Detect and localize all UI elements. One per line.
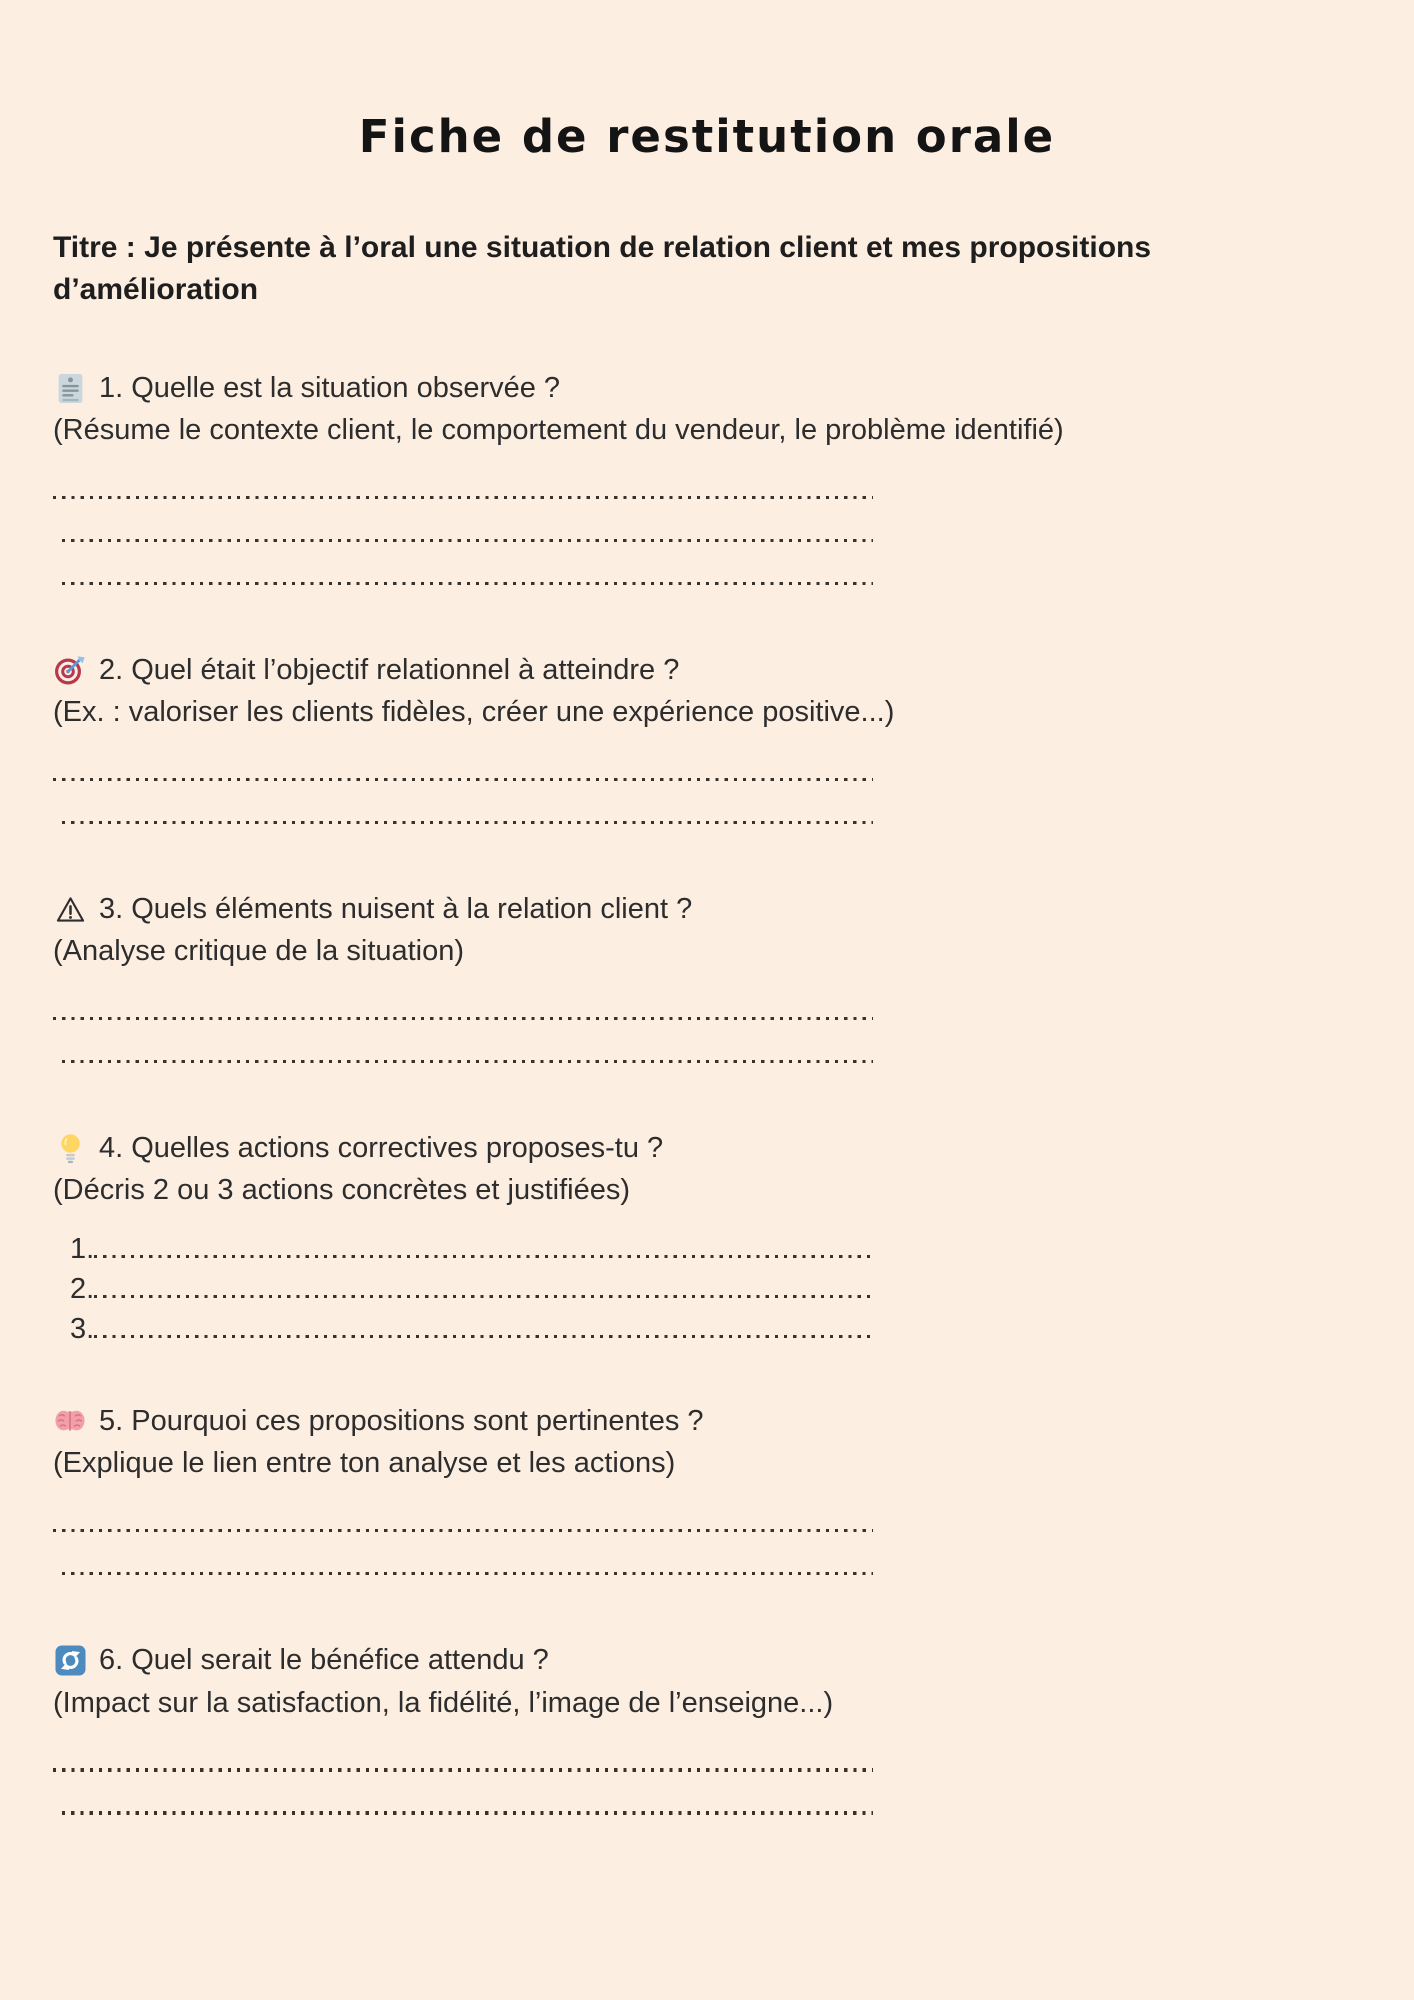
dotted-line bbox=[94, 1335, 873, 1338]
dotted-line bbox=[53, 1017, 873, 1020]
answer-lines bbox=[53, 1497, 873, 1583]
question-heading-text: 4. Quelles actions correctives proposes-tu ? bbox=[99, 1132, 664, 1165]
line-number: 3. bbox=[70, 1312, 95, 1345]
warning-icon bbox=[53, 895, 87, 924]
question-heading-text: 6. Quel serait le bénéfice attendu ? bbox=[99, 1644, 549, 1677]
line-number: 2. bbox=[70, 1272, 95, 1305]
dotted-line bbox=[62, 582, 873, 585]
question-heading bbox=[53, 367, 1361, 409]
answer-lines bbox=[53, 985, 873, 1071]
question-hint: (Explique le lien entre ton analyse et les actions) bbox=[53, 1447, 676, 1480]
question-section bbox=[53, 888, 1361, 1071]
answer-line bbox=[53, 1304, 873, 1344]
answer-line bbox=[53, 550, 873, 593]
document-subtitle: Titre : Je présente à l’oral une situation de relation client et mes propositions d’amélioration bbox=[53, 231, 1152, 306]
question-section bbox=[53, 367, 1361, 593]
answer-line bbox=[53, 1264, 873, 1304]
question-hint: (Ex. : valoriser les clients fidèles, créer une expérience positive...) bbox=[53, 696, 895, 729]
question-section bbox=[53, 1639, 1361, 1822]
answer-line bbox=[53, 1497, 873, 1540]
dotted-line bbox=[94, 1295, 873, 1298]
arrows-icon bbox=[53, 1645, 87, 1676]
answer-line bbox=[53, 464, 873, 507]
dotted-line bbox=[62, 1060, 873, 1063]
bulb-icon bbox=[53, 1133, 87, 1164]
questions bbox=[53, 367, 1361, 1823]
question-section bbox=[53, 1127, 1361, 1344]
dotted-line bbox=[62, 1572, 873, 1575]
question-heading bbox=[53, 649, 1361, 691]
question-hint: (Impact sur la satisfaction, la fidélité, l’image de l’enseigne...) bbox=[53, 1686, 834, 1719]
answer-line bbox=[53, 746, 873, 789]
question-hint: (Analyse critique de la situation) bbox=[53, 935, 465, 968]
question-heading-text: 1. Quelle est la situation observée ? bbox=[99, 372, 561, 404]
answer-line bbox=[53, 1780, 873, 1823]
question-heading-text: 5. Pourquoi ces propositions sont pertinentes ? bbox=[99, 1405, 704, 1438]
question-heading bbox=[53, 1400, 1361, 1442]
answer-lines bbox=[53, 746, 873, 832]
question-hint: (Décris 2 ou 3 actions concrètes et justifiées) bbox=[53, 1174, 631, 1207]
line-number: 1. bbox=[70, 1232, 95, 1265]
target-icon bbox=[53, 654, 87, 686]
dotted-line bbox=[62, 1811, 873, 1814]
dotted-line bbox=[94, 1255, 873, 1258]
dotted-line bbox=[62, 821, 873, 824]
dotted-line bbox=[53, 1768, 873, 1771]
dotted-line bbox=[53, 778, 873, 781]
answer-line bbox=[53, 1737, 873, 1780]
question-heading-text: 2. Quel était l’objectif relationnel à atteindre ? bbox=[99, 654, 680, 687]
answer-line bbox=[53, 985, 873, 1028]
question-heading bbox=[53, 1639, 1361, 1681]
answer-line bbox=[53, 1028, 873, 1071]
answer-line bbox=[53, 507, 873, 550]
question-section bbox=[53, 1400, 1361, 1583]
question-heading bbox=[53, 1127, 1361, 1169]
answer-line bbox=[53, 1224, 873, 1264]
dotted-line bbox=[53, 496, 873, 499]
answer-line bbox=[53, 1540, 873, 1583]
question-heading-text: 3. Quels éléments nuisent à la relation client ? bbox=[99, 893, 693, 926]
answer-lines bbox=[53, 1224, 873, 1344]
answer-line bbox=[53, 789, 873, 832]
answer-lines bbox=[53, 464, 873, 593]
brain-icon bbox=[53, 1407, 87, 1435]
answer-lines bbox=[53, 1737, 873, 1823]
dotted-line bbox=[62, 539, 873, 542]
document-icon bbox=[53, 373, 87, 404]
question-hint: (Résume le contexte client, le comportement du vendeur, le problème identifié) bbox=[53, 414, 1064, 447]
question-section bbox=[53, 649, 1361, 832]
dotted-line bbox=[53, 1529, 873, 1532]
page-title: Fiche de restitution orale bbox=[358, 110, 1056, 163]
question-heading bbox=[53, 888, 1361, 930]
